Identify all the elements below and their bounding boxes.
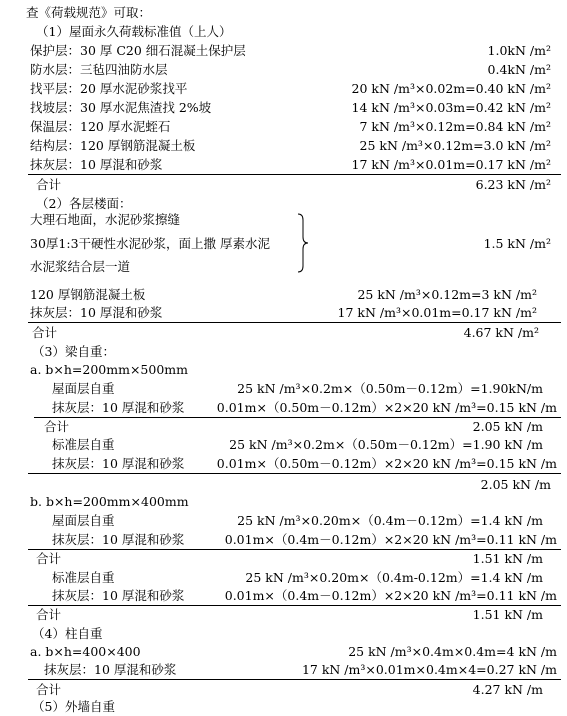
s1-row: 抹灰层：10 厚混和砂浆 17 kN /m³×0.01m=0.17 kN /m² <box>30 157 551 172</box>
s3a-row: 屋面层自重 25 kN /m³×0.2m×（0.50m－0.12m）=1.90kN/m <box>52 381 543 396</box>
brace-line: 水泥浆结合层一道 <box>30 259 131 274</box>
s1-row: 保护层：30 厚 C20 细石混凝土保护层 1.0kN /m² <box>30 43 551 58</box>
s3b-roof-total: 合计 1.51 kN /m <box>36 551 543 566</box>
s2-row: 120 厚钢筋混凝土板 25 kN /m³×0.12m=3 kN /m² <box>30 287 537 302</box>
s3a-title: a. b×h=200mm×500mm <box>30 362 189 377</box>
s3b-row: 屋面层自重 25 kN /m³×0.20m×（0.4m－0.12m）=1.4 kN /m <box>52 513 543 528</box>
s3a-row: 抹灰层：10 厚混和砂浆 0.01m×（0.50m－0.12m）×2×20 kN /m³=0.15 kN /m <box>52 400 557 415</box>
s1-row: 找坡层：30 厚水泥焦渣找 2%坡 14 kN /m³×0.03m=0.42 kN /m² <box>30 100 551 115</box>
section-5-title: （5）外墙自重 <box>32 699 115 714</box>
s3b-title: b. b×h=200mm×400mm <box>30 494 189 509</box>
s2-row: 抹灰层：10 厚混和砂浆 17 kN /m³×0.01m=0.17 kN /m² <box>30 305 537 320</box>
s3b-row: 标准层自重 25 kN /m³×0.20m×（0.4m-0.12m）=1.4 kN /m <box>52 570 543 585</box>
s3a-std-total: 2.05 kN /m <box>480 477 551 492</box>
section-3-title: （3）梁自重： <box>32 344 115 359</box>
s1-row: 找平层：20 厚水泥砂浆找平 20 kN /m³×0.02m=0.40 kN /m² <box>30 81 551 96</box>
s3a-row: 标准层自重 25 kN /m³×0.2m×（0.50m－0.12m）=1.90 kN /m <box>52 437 543 452</box>
brace-line: 30厚1:3干硬性水泥砂浆，面上撒 厚素水泥 1.5 kN /m² <box>30 236 551 251</box>
s3b-row: 抹灰层：10 厚混和砂浆 0.01m×（0.4m－0.12m）×2×20 kN /m³=0.11 kN /m <box>52 588 557 603</box>
s4-total: 合计 4.27 kN /m <box>36 682 543 697</box>
s1-row: 防水层：三毡四油防水层 0.4kN /m² <box>30 62 551 77</box>
section-2-title: （2）各层楼面： <box>36 196 132 211</box>
s3a-row: 抹灰层：10 厚混和砂浆 0.01m×（0.50m－0.12m）×2×20 kN /m³=0.15 kN /m <box>52 456 557 471</box>
s3b-std-total: 合计 1.51 kN /m <box>36 607 543 622</box>
s3b-row: 抹灰层：10 厚混和砂浆 0.01m×（0.4m－0.12m）×2×20 kN /m³=0.11 kN /m <box>52 532 557 547</box>
brace-line: 大理石地面，水泥砂浆擦缝 <box>30 212 181 227</box>
s4a-row: a. b×h=400×400 25 kN /m³×0.4m×0.4m=4 kN /m <box>30 644 557 659</box>
intro: 查《荷载规范》可取： <box>26 5 152 20</box>
divider <box>28 473 561 474</box>
s1-row: 保温层：120 厚水泥蛭石 7 kN /m³×0.12m=0.84 kN /m² <box>30 119 551 134</box>
s1-total: 合计 6.23 kN /m² <box>36 177 551 192</box>
s4a-row: 抹灰层：10 厚混和砂浆 17 kN /m³×0.01m×0.4m×4=0.27 kN /m <box>44 662 557 677</box>
s2-total: 合计 4.67 kN /m² <box>32 325 539 340</box>
s3a-roof-total: 合计 2.05 kN /m <box>44 419 543 434</box>
section-1-title: （1）屋面永久荷载标准值（上人） <box>36 24 232 39</box>
section-4-title: （4）柱自重 <box>32 626 103 641</box>
s1-row: 结构层：120 厚钢筋混凝土板 25 kN /m³×0.12m=3.0 kN /m² <box>30 138 551 153</box>
curly-brace-icon <box>296 212 310 274</box>
